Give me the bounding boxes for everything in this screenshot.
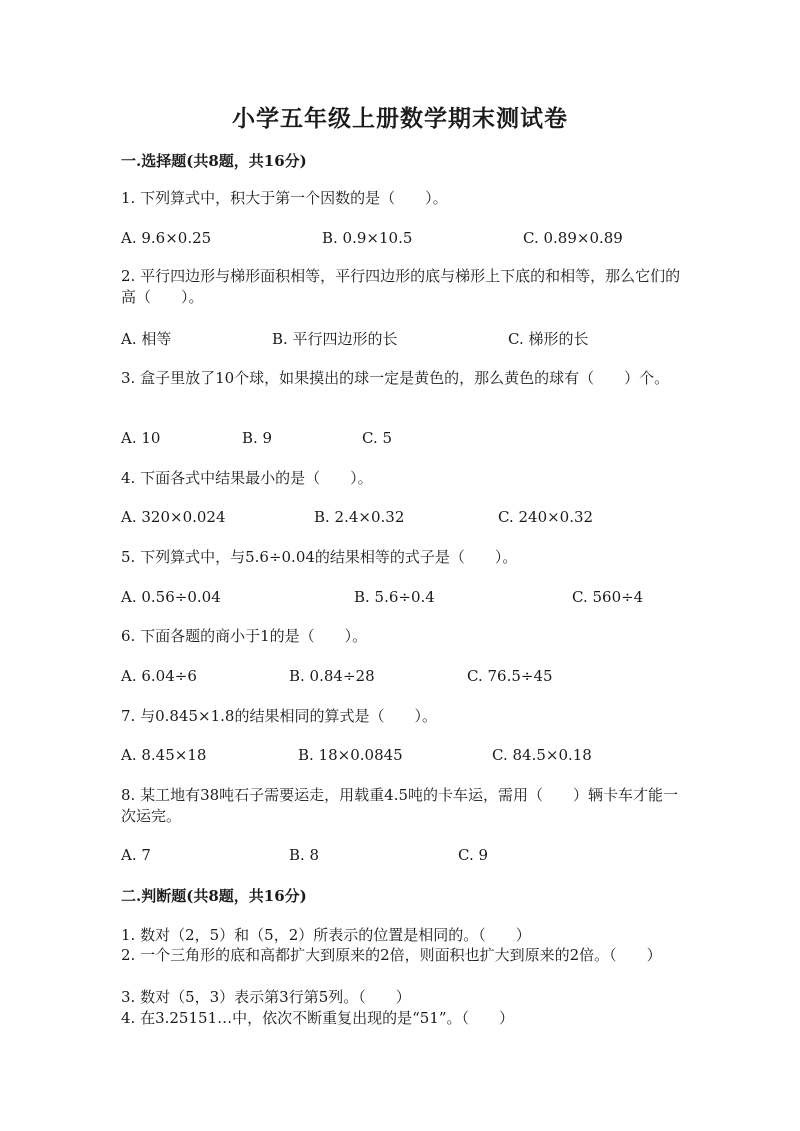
question-6: 6. 下面各题的商小于1的是（ ）。 [121,627,368,645]
question-4: 4. 下面各式中结果最小的是（ ）。 [121,469,373,487]
option-6a: A. 6.04÷6 [121,667,197,685]
option-5c: C. 560÷4 [572,588,644,606]
tf-question-2: 2. 一个三角形的底和高都扩大到原来的2倍，则面积也扩大到原来的2倍。（ ） [121,946,662,964]
tf-question-4: 4. 在3.25151…中，依次不断重复出现的是“51”。（ ） [121,1009,515,1027]
tf-question-3: 3. 数对（5，3）表示第3行第5列。（ ） [121,988,411,1006]
option-1b: B. 0.9×10.5 [322,229,413,247]
option-7c: C. 84.5×0.18 [492,746,592,764]
option-2c: C. 梯形的长 [508,330,589,348]
question-5: 5. 下列算式中，与5.6÷0.04的结果相等的式子是（ ）。 [121,548,518,566]
page-title: 小学五年级上册数学期末测试卷 [232,105,568,132]
question-1: 1. 下列算式中，积大于第一个因数的是（ ）。 [121,189,448,207]
option-7a: A. 8.45×18 [121,746,207,764]
tf-question-1: 1. 数对（2，5）和（5，2）所表示的位置是相同的。（ ） [121,926,531,944]
option-7b: B. 18×0.0845 [298,746,403,764]
question-8: 8. 某工地有38吨石子需要运走，用载重4.5吨的卡车运，需用（ ）辆卡车才能一次运完。 [121,786,679,825]
question-3: 3. 盒子里放了10个球，如果摸出的球一定是黄色的，那么黄色的球有（ ）个。 [121,369,670,387]
option-2a: A. 相等 [121,330,172,348]
option-6c: C. 76.5÷45 [467,667,553,685]
option-2b: B. 平行四边形的长 [272,330,398,348]
option-3c: C. 5 [362,429,393,447]
option-4a: A. 320×0.024 [121,508,226,526]
option-8a: A. 7 [121,846,151,864]
option-3b: B. 9 [242,429,273,447]
option-4b: B. 2.4×0.32 [314,508,405,526]
option-4c: C. 240×0.32 [498,508,594,526]
section-heading-truefalse: 二.判断题(共8题，共16分) [121,887,307,905]
option-1c: C. 0.89×0.89 [523,229,623,247]
section-heading-choice: 一.选择题(共8题，共16分) [121,152,307,170]
option-5a: A. 0.56÷0.04 [121,588,221,606]
question-2: 2. 平行四边形与梯形面积相等，平行四边形的底与梯形上下底的和相等，那么它们的高（ ）。 [121,267,681,306]
option-8c: C. 9 [458,846,489,864]
option-6b: B. 0.84÷28 [289,667,375,685]
option-3a: A. 10 [121,429,161,447]
option-8b: B. 8 [289,846,320,864]
option-5b: B. 5.6÷0.4 [354,588,435,606]
question-7: 7. 与0.845×1.8的结果相同的算式是（ ）。 [121,707,437,725]
option-1a: A. 9.6×0.25 [121,229,212,247]
